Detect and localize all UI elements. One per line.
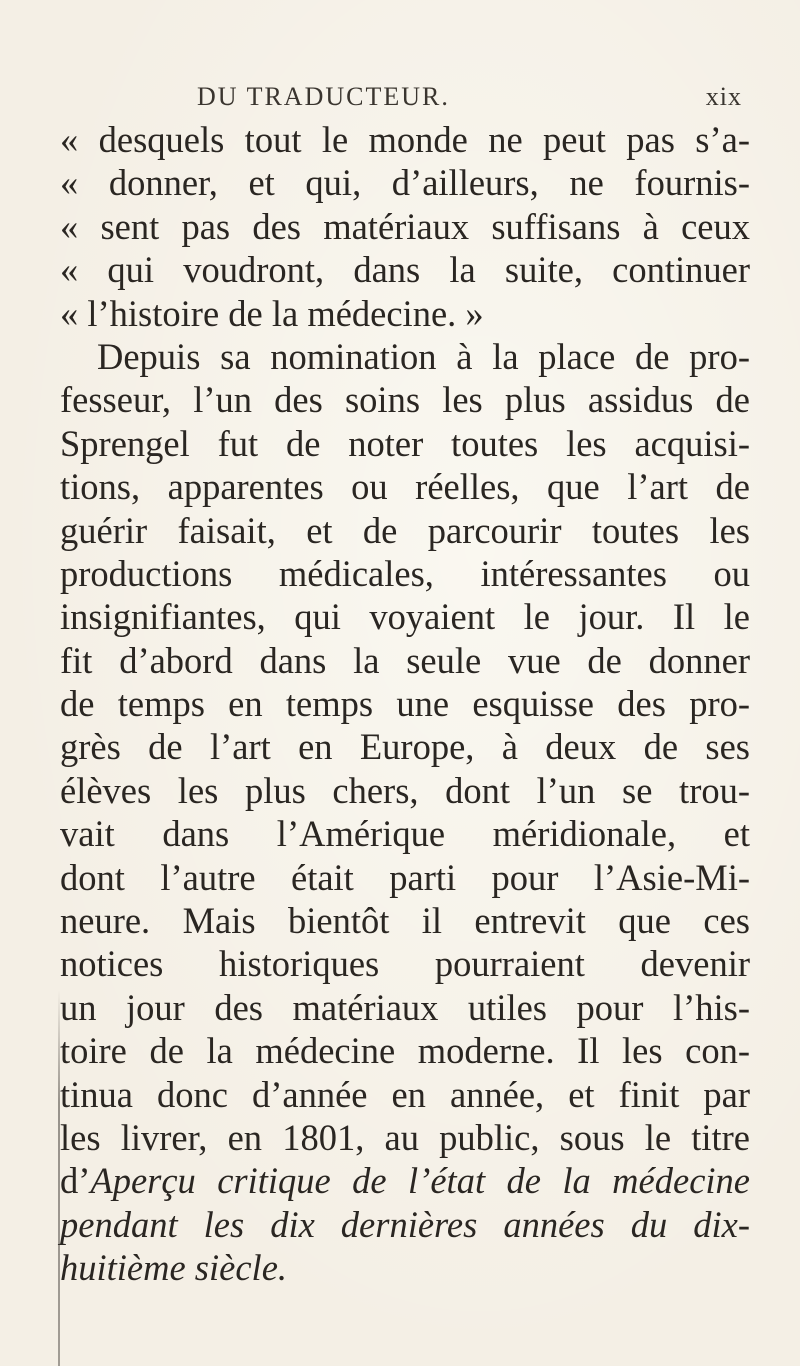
text-line-15: grès de l’art en Europe, à deux de ses xyxy=(60,726,750,768)
text-line-24: les livrer, en 1801, au public, sous le titre xyxy=(60,1116,750,1158)
book-title-part-2: pendant les dix dernières années du dix- xyxy=(60,1203,750,1245)
text-line-2: « donner, et qui, d’ailleurs, ne fournis- xyxy=(60,162,750,204)
text-line-12: insignifiantes, qui voyaient le jour. Il le xyxy=(60,596,750,638)
running-head xyxy=(62,82,742,122)
text-line-10: guérir faisait, et de parcourir toutes les xyxy=(60,509,750,551)
text-line-4: « qui voudront, dans la suite, continuer xyxy=(60,249,750,291)
text-line-19: neure. Mais bientôt il entrevit que ces xyxy=(60,900,750,942)
text-line-23: tinua donc d’année en année, et finit par xyxy=(60,1073,750,1115)
running-head-title: DU TRADUCTEUR. xyxy=(197,82,450,111)
text-line-1: « desquels tout le monde ne peut pas s’a- xyxy=(60,119,750,160)
gutter-shadow xyxy=(58,990,60,1366)
text-line-25 xyxy=(60,1159,750,1202)
text-line-20: notices historiques pourraient devenir xyxy=(60,943,750,985)
text-line-7: fesseur, l’un des soins les plus assidus de xyxy=(60,379,750,421)
book-title-part-3: huitième siècle. xyxy=(60,1247,288,1289)
body-text xyxy=(60,118,750,1290)
book-title-part-1: Aperçu critique de l’état de la médecine xyxy=(90,1160,750,1202)
title-prefix: d’ xyxy=(60,1160,91,1202)
text-line-5: « l’histoire de la médecine. » xyxy=(60,292,484,334)
text-line-22: toire de la médecine moderne. Il les con- xyxy=(60,1030,750,1072)
text-line-6: Depuis sa nomination à la place de pro- xyxy=(97,335,750,377)
text-line-16: élèves les plus chers, dont l’un se trou- xyxy=(60,769,750,811)
text-line-18: dont l’autre était parti pour l’Asie-Mi- xyxy=(60,856,750,898)
text-line-8: Sprengel fut de noter toutes les acquisi- xyxy=(60,422,750,464)
text-line-13: fit d’abord dans la seule vue de donner xyxy=(60,639,750,681)
page-number: xix xyxy=(705,82,742,111)
text-line-26 xyxy=(60,1203,750,1246)
text-line-21: un jour des matériaux utiles pour l’his- xyxy=(60,986,750,1028)
text-line-11: productions médicales, intéressantes ou xyxy=(60,552,750,594)
text-line-14: de temps en temps une esquisse des pro- xyxy=(60,683,750,725)
text-line-3: « sent pas des matériaux suffisans à ceux xyxy=(60,205,750,247)
text-line-27 xyxy=(60,1246,750,1289)
text-line-9: tions, apparentes ou réelles, que l’art de xyxy=(60,466,750,508)
text-line-17: vait dans l’Amérique méridionale, et xyxy=(60,813,750,855)
